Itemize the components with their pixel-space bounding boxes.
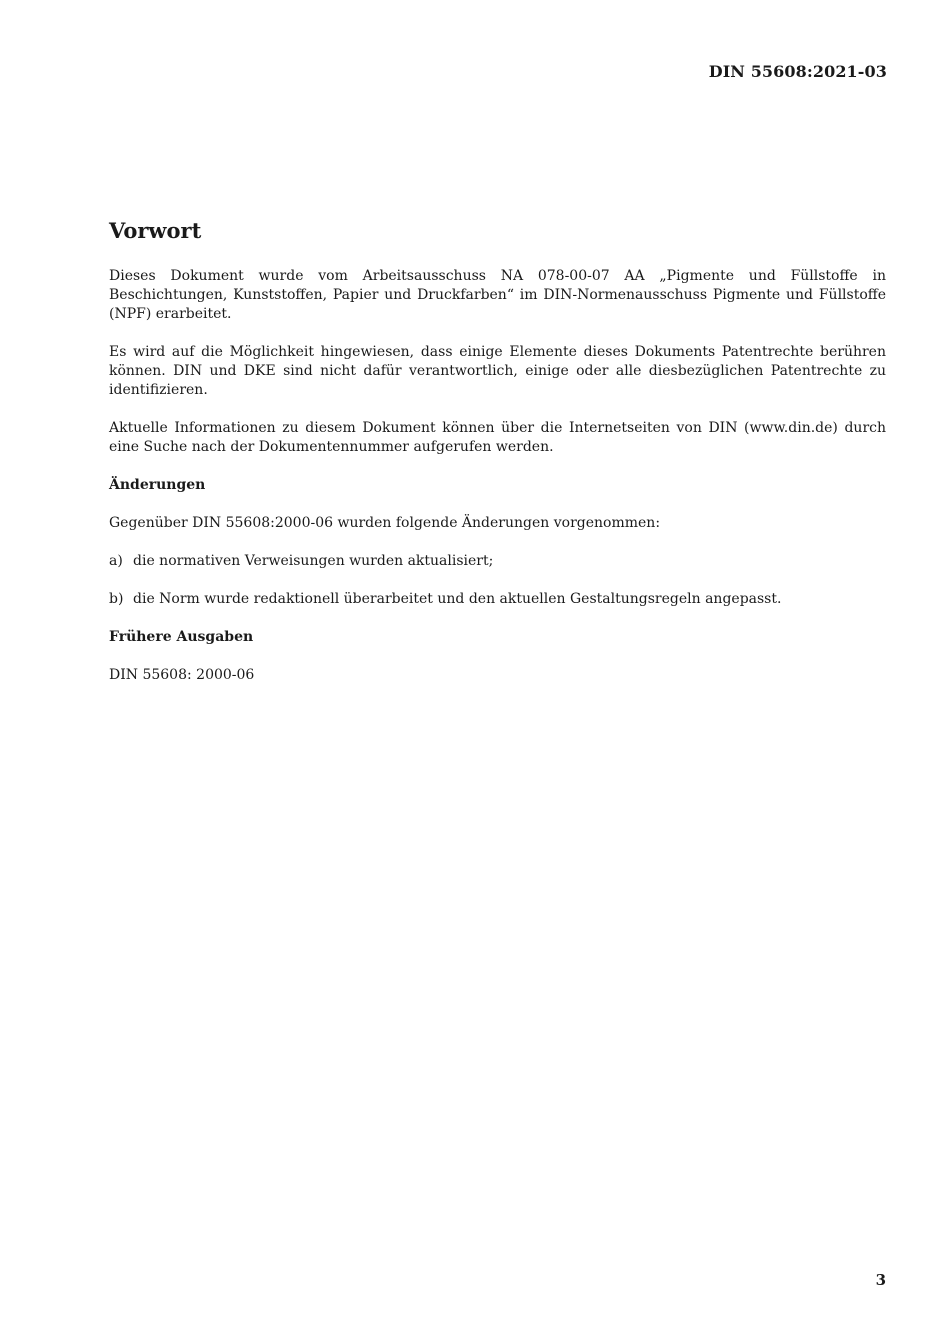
previous-editions-text: DIN 55608: 2000-06 [109, 667, 255, 683]
page-number: 3 [875, 1271, 886, 1289]
changes-heading: Änderungen [109, 477, 206, 493]
list-item [109, 552, 886, 571]
list-item-text: die Norm wurde redaktionell überarbeitet und den aktuellen Gestaltungsregeln angepasst. [133, 591, 782, 607]
previous-editions-heading: Frühere Ausgaben [109, 629, 254, 645]
section-title: Vorwort [109, 218, 202, 243]
paragraph-online-info: Aktuelle Informationen zu diesem Dokument können über die Internetseiten von DIN (www.din.de) durch eine Suche nach der Dokumentennummer aufgerufen werden. [109, 420, 886, 455]
list-marker: a) [109, 553, 123, 569]
page-content [109, 217, 886, 704]
list-item [109, 590, 886, 609]
document-id: DIN 55608:2021-03 [708, 62, 887, 81]
list-item-text: die normativen Verweisungen wurden aktualisiert; [133, 553, 494, 569]
paragraph-patent-notice: Es wird auf die Möglichkeit hingewiesen, dass einige Elemente dieses Dokuments Patentrechte berühren können. DIN und DKE sind nicht dafür verantwortlich, einige oder alle diesbezüglichen Patentrechte zu identifizieren. [109, 344, 886, 398]
list-marker: b) [109, 591, 124, 607]
changes-intro: Gegenüber DIN 55608:2000-06 wurden folgende Änderungen vorgenommen: [109, 515, 661, 531]
changes-list [109, 552, 886, 609]
paragraph-committee: Dieses Dokument wurde vom Arbeitsausschuss NA 078-00-07 AA „Pigmente und Füllstoffe in Beschichtungen, Kunststoffen, Papier und Druckfarben“ im DIN-Normenausschuss Pigmente und Füllstoffe (NPF) erarbeitet. [109, 268, 886, 322]
